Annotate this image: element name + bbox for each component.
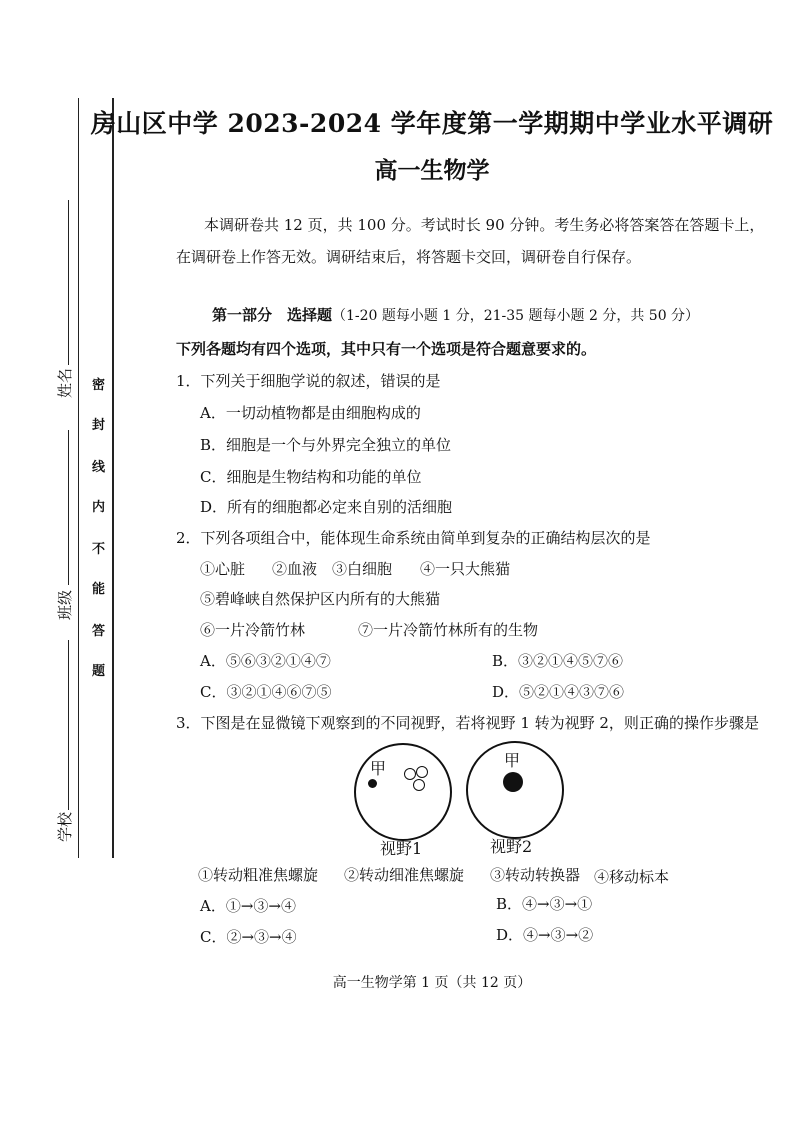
section-direction: 下列各题均有四个选项，其中只有一个选项是符合题意要求的。 bbox=[176, 340, 597, 358]
question-1-stem: 1．下列关于细胞学说的叙述，错误的是 bbox=[176, 372, 441, 390]
instructions-line-2: 在调研卷上作答无效。调研结束后，将答题卡交回，调研卷自行保存。 bbox=[176, 248, 642, 266]
question-3-option-a: A．①→③→④ bbox=[200, 897, 296, 915]
section-note: （1-20 题每小题 1 分，21-35 题每小题 2 分，共 50 分） bbox=[332, 308, 700, 324]
instructions-line-1: 本调研卷共 12 页，共 100 分。考试时长 90 分钟。考生务必将答案答在答题卡上， bbox=[204, 216, 765, 234]
section-heading: 第一部分 选择题 bbox=[212, 306, 333, 324]
question-1-option-b: B．细胞是一个与外界完全独立的单位 bbox=[200, 436, 452, 454]
question-3-step: ④移动标本 bbox=[594, 868, 670, 886]
question-2-stem: 2．下列各项组合中，能体现生命系统由简单到复杂的正确结构层次的是 bbox=[176, 529, 651, 547]
question-2-item: ③白细胞 bbox=[332, 560, 393, 578]
seal-char: 能 bbox=[92, 582, 106, 597]
question-3-option-d: D．④→③→② bbox=[496, 926, 594, 944]
question-2-item: ②血液 bbox=[272, 560, 318, 578]
name-blank-line bbox=[68, 200, 69, 365]
exam-subtitle: 高一生物学 bbox=[374, 157, 490, 184]
field-2-caption: 视野2 bbox=[490, 837, 533, 856]
field-2-cell-label: 甲 bbox=[504, 751, 521, 770]
seal-char: 线 bbox=[92, 460, 106, 475]
seal-char: 题 bbox=[92, 664, 106, 679]
question-2-item: ①心脏 bbox=[200, 560, 246, 578]
seal-char: 不 bbox=[92, 542, 106, 557]
question-3-step: ②转动细准焦螺旋 bbox=[344, 866, 465, 884]
question-3-step: ①转动粗准焦螺旋 bbox=[198, 866, 319, 884]
field-1-cell bbox=[404, 768, 416, 780]
question-2-item: ⑦一片冷箭竹林所有的生物 bbox=[358, 621, 539, 639]
field-1-target-cell bbox=[368, 779, 377, 788]
field-2-target-cell bbox=[503, 772, 523, 792]
exam-title: 房山区中学 2023-2024 学年度第一学期期中学业水平调研 bbox=[90, 109, 774, 138]
seal-char: 密 bbox=[92, 378, 106, 393]
question-3-stem: 3．下图是在显微镜下观察到的不同视野，若将视野 1 转为视野 2，则正确的操作步骤是 bbox=[176, 714, 759, 732]
field-1-cell bbox=[413, 779, 425, 791]
class-label: 班级 bbox=[56, 589, 74, 620]
margin-rule-inner bbox=[112, 98, 114, 858]
question-2-item: ④一只大熊猫 bbox=[420, 560, 511, 578]
page-footer: 高一生物学第 1 页（共 12 页） bbox=[332, 975, 532, 991]
question-3-step: ③转动转换器 bbox=[490, 866, 581, 884]
question-2-option-c: C．③②①④⑥⑦⑤ bbox=[200, 683, 332, 701]
question-2-option-b: B．③②①④⑤⑦⑥ bbox=[492, 652, 624, 670]
question-3-option-b: B．④→③→① bbox=[496, 895, 593, 913]
field-1-caption: 视野1 bbox=[380, 839, 423, 858]
field-1-cell-label: 甲 bbox=[370, 759, 387, 778]
field-of-view-1 bbox=[354, 743, 452, 841]
question-2-option-d: D．⑤②①④③⑦⑥ bbox=[492, 683, 625, 701]
school-label: 学校 bbox=[56, 811, 74, 842]
question-1-option-d: D．所有的细胞都必定来自别的活细胞 bbox=[200, 498, 453, 516]
question-2-option-a: A．⑤⑥③②①④⑦ bbox=[200, 652, 331, 670]
name-label: 姓名 bbox=[56, 367, 74, 398]
question-3-option-c: C．②→③→④ bbox=[200, 928, 297, 946]
school-blank-line bbox=[68, 640, 69, 810]
question-1-option-a: A．一切动植物都是由细胞构成的 bbox=[200, 404, 421, 422]
question-2-item: ⑤碧峰峡自然保护区内所有的大熊猫 bbox=[200, 590, 441, 608]
seal-char: 答 bbox=[92, 624, 106, 639]
margin-rule-outer bbox=[78, 98, 79, 858]
section-heading-row bbox=[212, 304, 699, 325]
question-2-item: ⑥一片冷箭竹林 bbox=[200, 621, 306, 639]
seal-char: 封 bbox=[92, 418, 106, 433]
class-blank-line bbox=[68, 430, 69, 585]
seal-char: 内 bbox=[92, 500, 106, 515]
field-1-cell bbox=[416, 766, 428, 778]
question-1-option-c: C．细胞是生物结构和功能的单位 bbox=[200, 468, 422, 486]
